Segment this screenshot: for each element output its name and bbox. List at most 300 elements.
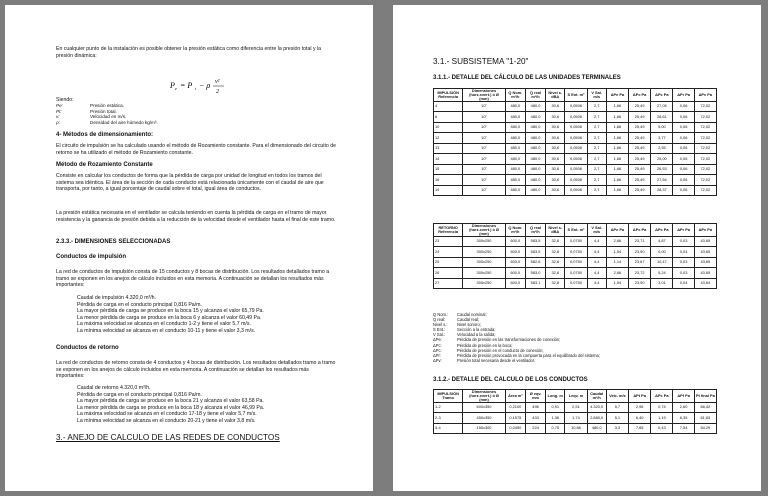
table-cell: 1,66 xyxy=(606,164,628,175)
table-cell: 1,19 xyxy=(651,413,673,424)
table-cell: 23,72 xyxy=(629,268,651,279)
definition-symbol: Pe: xyxy=(56,103,63,108)
table-cell: 27 xyxy=(434,278,463,289)
svg-text:v²: v² xyxy=(215,79,220,85)
table-cell: 0,0506 xyxy=(565,101,587,112)
table-cell: 600,0 xyxy=(505,278,525,289)
definition-description: Presión total. xyxy=(90,108,117,114)
column-header: ΔPr Pa xyxy=(673,224,694,237)
table-cell: 43,64 xyxy=(694,278,716,289)
column-header: RETORNO Referencia xyxy=(434,224,463,237)
impulsion-result-line: La mínima velocidad se alcanza en el conducto 10-11 y tiene el valor 3,3 m/s. xyxy=(77,327,256,334)
table-cell: 25,49 xyxy=(629,164,651,175)
table-cell: 30,6 xyxy=(546,133,565,144)
table-cell: 1,14 xyxy=(606,257,628,268)
table-cell: 0,04 xyxy=(673,247,694,258)
table-cell: 4,4 xyxy=(587,247,606,258)
table-cell: 496 xyxy=(525,402,545,413)
table-cell: 0,0506 xyxy=(565,122,587,133)
abbreviations-legend xyxy=(433,312,723,363)
table-header-row xyxy=(434,89,717,102)
table-header-row xyxy=(434,224,717,237)
table-cell: 600,0 xyxy=(505,257,525,268)
definitions-list xyxy=(56,103,256,125)
retorno-terminals-table xyxy=(433,223,717,289)
legend-key: Q real: xyxy=(433,317,446,323)
table-cell: 0,2100 xyxy=(505,402,525,413)
table-cell: 0,0506 xyxy=(565,164,587,175)
legend-value: Pérdida de presión provocada en la compuerta para el equilibrado del sistema; xyxy=(457,352,600,358)
legend-key: ΔPc: xyxy=(433,342,442,348)
table-row xyxy=(434,175,717,186)
table-cell: 2,7 xyxy=(587,164,606,175)
table-cell: 1,54 xyxy=(606,278,628,289)
svg-text:e: e xyxy=(175,86,177,91)
table-cell: 6 xyxy=(434,112,463,123)
impulsion-result-line: La mayor pérdida de carga se produce en la boca 15 y alcanza el valor 65,79 Pa. xyxy=(77,308,264,315)
legend-key: ΔPv: xyxy=(433,357,442,363)
table-cell: 300x250 xyxy=(463,247,505,258)
table-cell: 19 xyxy=(434,185,463,196)
table-cell: 26 xyxy=(434,268,463,279)
table-cell: 3-4 xyxy=(434,423,463,434)
table-cell: 2,7 xyxy=(587,101,606,112)
table-cell: 0,0750 xyxy=(565,257,587,268)
table-cell: 68,42 xyxy=(694,402,716,413)
table-cell: 480,0 xyxy=(505,112,525,123)
impulsion-result-line: Caudal de impulsión 4.320,0 m³/h. xyxy=(77,295,157,301)
table-row xyxy=(434,257,717,268)
table-cell: 480,0 xyxy=(525,143,545,154)
impulsion-terminals-table xyxy=(433,88,717,196)
table-cell: 0,0750 xyxy=(565,247,587,258)
column-header: Ø eqv. mm xyxy=(525,390,545,403)
table-cell: 1,66 xyxy=(606,112,628,123)
table-cell: 25,00 xyxy=(651,154,673,165)
table-cell: 0,03 xyxy=(673,257,694,268)
table-cell: 1,66 xyxy=(606,101,628,112)
table-row xyxy=(434,185,717,196)
table-cell: 10 xyxy=(434,122,463,133)
table-cell: 0,0450 xyxy=(505,423,525,434)
table-cell: 480,0 xyxy=(525,122,545,133)
definition-description: Presión estática. xyxy=(90,103,124,108)
table-cell: 7,65 xyxy=(629,423,651,434)
table-cell: 43,65 xyxy=(694,247,716,258)
definition-symbol: Pt: xyxy=(56,108,62,114)
legend-key: Nivel s.: xyxy=(433,322,448,328)
table-cell: 3,77 xyxy=(651,133,673,144)
table-cell: 30,6 xyxy=(546,101,565,112)
table-cell: 10" xyxy=(463,175,505,186)
legend-key: S Ent.: xyxy=(433,327,446,333)
table-cell: 1,36 xyxy=(546,413,565,424)
table-cell: 72,02 xyxy=(694,133,716,144)
table-cell: 2-3 xyxy=(434,413,463,424)
siendo-label: Siendo: xyxy=(56,97,74,103)
column-header: Dimensiones (horz.xvert.) ó Ø (mm) xyxy=(463,390,505,403)
table-cell: 30,6 xyxy=(546,185,565,196)
table-cell: 23,71 xyxy=(629,236,651,247)
table-cell: 0,75 xyxy=(546,423,565,434)
table-cell: 10" xyxy=(463,185,505,196)
impulsion-result-line: La menor pérdida de carga se produce en la boca 6 y alcanza el valor 60,49 Pa. xyxy=(77,314,262,321)
table-cell: 0,0506 xyxy=(565,175,587,186)
table-cell: 5,24 xyxy=(651,268,673,279)
table-cell: 7,54 xyxy=(673,423,694,434)
table-cell: 2,7 xyxy=(587,185,606,196)
svg-text:2: 2 xyxy=(216,89,219,95)
table-row xyxy=(434,154,717,165)
table-cell: 23,67 xyxy=(629,257,651,268)
static-pressure-paragraph: La presión estática necesaria en el ventilador se calcula teniendo en cuenta la pérdida de carga en el tramo de mayor resistencia y la ganancia de presión debida a la reducción de la velocidad desde el ventilador hasta el final de este tramo. xyxy=(56,210,336,223)
legend-value: Nivel sonoro; xyxy=(457,322,481,328)
legend-value: Presión total necesaria desde el ventilador. xyxy=(457,357,536,363)
methods-paragraph: El circuito de impulsión se ha calculado usando el método de Rozamiento constante. Para el dimensionado del circuito de retorno se ha utilizado el método de Rozamiento constante. xyxy=(56,143,337,156)
table-cell: 480,0 xyxy=(587,423,606,434)
column-header: IMPULSIÓN Referencia xyxy=(434,89,463,102)
table-cell: 480,0 xyxy=(505,122,525,133)
table-cell: 25 xyxy=(434,257,463,268)
retorno-paragraph: La red de conductos de retorno consta de 4 conductos y 4 bocas de distribución. Los resultados detallados tramo a tramo se exponen en los anejos de cálculo incluidos en esta memoria. A continuación se detallan los resultados más importantes: xyxy=(56,360,336,380)
table-cell: 0,06 xyxy=(673,185,694,196)
column-header: ΔPc Pa xyxy=(651,224,673,237)
heading-retorno: Conductos de retorno xyxy=(56,345,119,351)
table-cell: 30,6 xyxy=(546,164,565,175)
intro-paragraph: En cualquier punto de la instalación es posible obtener la presión estática como diferencia entre la presión total y la presión dinámica: xyxy=(56,46,322,59)
column-header: Velc. m/s xyxy=(606,390,628,403)
table-cell: 10,86 xyxy=(565,423,587,434)
table-cell: 480,0 xyxy=(505,133,525,144)
table-cell: 5,1 xyxy=(606,413,628,424)
column-header: ΔPc Pa xyxy=(629,224,651,237)
table-header-row xyxy=(434,390,717,403)
impulsion-result-line: Pérdida de carga en el conducto principal 0,816 Pa/m. xyxy=(77,301,202,308)
heading-conductos: 3.1.2.- DETALLE DEL CALCULO DE LOS CONDUCTOS xyxy=(433,377,588,383)
table-cell: 224 xyxy=(525,423,545,434)
table-cell: 72,02 xyxy=(694,143,716,154)
column-header: Pt final Pa xyxy=(694,390,716,403)
column-header: V Sal. m/s xyxy=(587,224,606,237)
table-row xyxy=(434,268,717,279)
table-cell: 30,6 xyxy=(546,175,565,186)
column-header: Q Nom. m³/h xyxy=(505,89,525,102)
table-cell: 2,55 xyxy=(651,143,673,154)
column-header: Q real m³/h xyxy=(525,89,545,102)
table-cell: 0,0506 xyxy=(565,112,587,123)
table-cell: 450x350 xyxy=(463,413,505,424)
column-header: Nivel s. dBA xyxy=(546,224,565,237)
legend-key: ΔPc: xyxy=(433,347,442,353)
table-cell: 433 xyxy=(525,413,545,424)
heading-dimensiones: 2.3.3.- DIMENSIONES SELECCIONADAS xyxy=(56,239,171,245)
svg-text:P: P xyxy=(170,81,175,90)
table-row xyxy=(434,236,717,247)
table-cell: 72,02 xyxy=(694,175,716,186)
conductos-table xyxy=(433,389,717,434)
table-row xyxy=(434,112,717,123)
table-cell: 25,49 xyxy=(629,133,651,144)
table-cell: 24 xyxy=(434,247,463,258)
table-cell: 2,51 xyxy=(565,402,587,413)
table-cell: 32,8 xyxy=(546,247,565,258)
legend-value: Pérdida de presión en las transformaciones de conexión; xyxy=(457,337,561,343)
table-row xyxy=(434,133,717,144)
table-cell: 0,00 xyxy=(651,247,673,258)
table-cell: 4.320,0 xyxy=(587,402,606,413)
column-header: ΔPv Pa xyxy=(694,224,716,237)
table-cell: 25,49 xyxy=(629,101,651,112)
table-cell: 26,61 xyxy=(651,112,673,123)
column-header: ΔPe Pa xyxy=(606,89,628,102)
table-cell: 480,0 xyxy=(505,101,525,112)
rozamiento-paragraph: Consiste en calcular los conductos de forma que la pérdida de carga por unidad de longitud en todos los tramos del sistema sea idéntica. El área de la sección de cada conducto está relacionada únicamente con el caudal de aire que transporta, por tanto, a igual porcentaje de caudal sobre el total, igual área de conductos. xyxy=(56,173,324,193)
table-cell: 0,06 xyxy=(673,133,694,144)
table-row xyxy=(434,278,717,289)
table-cell: 583,0 xyxy=(525,268,545,279)
table-cell: 1,66 xyxy=(606,175,628,186)
svg-text:− ρ: − ρ xyxy=(199,81,211,90)
retorno-result-line: La máxima velocidad se alcanza en el conducto 17-18 y tiene el valor 5,7 m/s. xyxy=(77,411,257,418)
table-cell: 300x250 xyxy=(463,278,505,289)
column-header: Área m² xyxy=(505,390,525,403)
legend-value: Caudal nominal; xyxy=(457,312,487,317)
impulsion-results xyxy=(77,295,337,335)
table-cell: 4 xyxy=(434,101,463,112)
column-header: Nivel s. dBA xyxy=(546,89,565,102)
column-header: ΔPc Pa xyxy=(651,89,673,102)
table-cell: 5,7 xyxy=(606,402,628,413)
table-cell: 32,8 xyxy=(546,257,565,268)
table-cell: 2,7 xyxy=(587,143,606,154)
table-cell: 72,02 xyxy=(694,101,716,112)
table-cell: 30,6 xyxy=(546,122,565,133)
table-cell: 72,02 xyxy=(694,164,716,175)
table-cell: 10" xyxy=(463,101,505,112)
table-cell: 2,7 xyxy=(587,112,606,123)
table-cell: 582,8 xyxy=(525,257,545,268)
table-cell: 2,96 xyxy=(629,402,651,413)
table-row xyxy=(434,164,717,175)
table-cell: 0,06 xyxy=(673,101,694,112)
table-cell: 0,0506 xyxy=(565,133,587,144)
column-header: S Ent. m² xyxy=(565,89,587,102)
heading-impulsion: Conductos de impulsión xyxy=(56,254,126,260)
table-row xyxy=(434,101,717,112)
table-cell: 32,8 xyxy=(546,268,565,279)
legend-key: ΔPr: xyxy=(433,352,441,358)
column-header: V Sal. m/s xyxy=(587,89,606,102)
table-cell: 480,0 xyxy=(505,175,525,186)
table-cell: 0,06 xyxy=(673,175,694,186)
table-cell: 0,0750 xyxy=(565,236,587,247)
document-page-left xyxy=(5,5,373,491)
definition-description: Velocidad en m/s. xyxy=(90,114,127,120)
table-cell: 28,37 xyxy=(651,185,673,196)
table-cell: 480,0 xyxy=(505,154,525,165)
table-cell: 61,83 xyxy=(694,413,716,424)
table-cell: 0,06 xyxy=(673,122,694,133)
table-cell: 5,00 xyxy=(651,122,673,133)
table-cell: 0,03 xyxy=(673,236,694,247)
column-header: Long. m xyxy=(546,390,565,403)
table-cell: 27,54 xyxy=(651,175,673,186)
table-cell: 10" xyxy=(463,154,505,165)
table-cell: 0,06 xyxy=(673,112,694,123)
heading-subsistema: 3.1.- SUBSISTEMA "1-20" xyxy=(433,57,529,66)
table-cell: 13 xyxy=(434,143,463,154)
table-cell: 0,06 xyxy=(673,164,694,175)
table-cell: 43,65 xyxy=(694,257,716,268)
table-cell: 4,4 xyxy=(587,268,606,279)
table-row xyxy=(434,122,717,133)
table-cell: 23,90 xyxy=(629,278,651,289)
table-cell: 25,49 xyxy=(629,122,651,133)
table-cell: 300x250 xyxy=(463,257,505,268)
column-header: Leqv. m xyxy=(565,390,587,403)
table-cell: 480,0 xyxy=(525,133,545,144)
table-cell: 23,90 xyxy=(629,247,651,258)
column-header: ΔPe Pa xyxy=(606,224,628,237)
table-cell: 6,35 xyxy=(673,413,694,424)
table-cell: 583,5 xyxy=(525,236,545,247)
table-cell: 2,66 xyxy=(606,268,628,279)
table-cell: 2,7 xyxy=(587,154,606,165)
table-cell: 600,0 xyxy=(505,247,525,258)
table-cell: 300x250 xyxy=(463,236,505,247)
impulsion-paragraph: La red de conductos de impulsión consta de 15 conductos y 8 bocas de distribución. Los resultados detallados tramo a tramo se exponen en los anejos de cálculo incluidos en esta memoria. A continuación se detallan los resultados más importantes: xyxy=(56,269,330,289)
table-cell: 0,91 xyxy=(546,402,565,413)
table-cell: 72,02 xyxy=(694,154,716,165)
column-header: Q Nom. m³/h xyxy=(505,224,525,237)
table-cell: 600,0 xyxy=(505,268,525,279)
table-cell: 72,02 xyxy=(694,122,716,133)
retorno-result-line: Pérdida de carga en el conducto principal 0,816 Pa/m. xyxy=(77,391,202,398)
legend-row xyxy=(433,358,723,363)
definition-symbol: v: xyxy=(56,114,60,120)
table-cell: 27,05 xyxy=(651,101,673,112)
table-cell: 480,0 xyxy=(525,175,545,186)
table-cell: 10" xyxy=(463,143,505,154)
legend-value: Pérdida de presión en la boca; xyxy=(457,342,513,348)
table-cell: 10" xyxy=(463,122,505,133)
table-cell: 72,02 xyxy=(694,112,716,123)
column-header: ΔPc Pa xyxy=(629,89,651,102)
table-cell: 0,0750 xyxy=(565,268,587,279)
column-header: ΔPv Pa xyxy=(694,89,716,102)
table-cell: 480,0 xyxy=(505,143,525,154)
table-cell: 25,49 xyxy=(629,143,651,154)
legend-value: Caudal real; xyxy=(457,317,480,323)
table-cell: 0,03 xyxy=(673,268,694,279)
table-cell: 2,60 xyxy=(673,402,694,413)
table-cell: 480,0 xyxy=(505,185,525,196)
heading-anejo: 3.- ANEJO DE CALCULO DE LAS REDES DE CONDUCTOS xyxy=(56,433,280,442)
table-cell: 16 xyxy=(434,175,463,186)
column-header: ΔPr Pa xyxy=(673,89,694,102)
table-cell: 43,65 xyxy=(694,268,716,279)
table-cell: 2,7 xyxy=(587,122,606,133)
table-cell: 2,7 xyxy=(587,175,606,186)
table-cell: 4,4 xyxy=(587,257,606,268)
table-cell: 1,74 xyxy=(565,413,587,424)
table-cell: 600,0 xyxy=(505,236,525,247)
table-cell: 0,04 xyxy=(673,278,694,289)
table-cell: 1,66 xyxy=(606,154,628,165)
table-cell: 72,02 xyxy=(694,185,716,196)
column-header: Caudal m³/h xyxy=(587,390,606,403)
column-header: ΔPc Pa xyxy=(651,390,673,403)
table-cell: 0,06 xyxy=(673,143,694,154)
table-cell: 1,54 xyxy=(606,247,628,258)
document-page-right xyxy=(393,5,761,491)
table-cell: 583,5 xyxy=(525,247,545,258)
impulsion-result-line: La máxima velocidad se alcanza en el conducto 1-2 y tiene el valor 5,7 m/s. xyxy=(77,321,251,328)
column-header: ΔPt Pa xyxy=(629,390,651,403)
definition-row xyxy=(56,120,256,126)
table-cell: 480,0 xyxy=(525,154,545,165)
definition-symbol: ρ: xyxy=(56,119,60,125)
table-cell: 583,1 xyxy=(525,278,545,289)
column-header: Dimensiones (horz.xvert.) ó Ø (mm) xyxy=(463,89,505,102)
table-cell: 10,47 xyxy=(651,257,673,268)
column-header: Q real m³/h xyxy=(525,224,545,237)
table-cell: 300x250 xyxy=(463,268,505,279)
legend-key: ΔPe: xyxy=(433,337,442,343)
table-cell: 1-2 xyxy=(434,402,463,413)
table-cell: 3,3 xyxy=(606,423,628,434)
retorno-result-line: La menor pérdida de carga se produce en la boca 18 y alcanza el valor 46,99 Pa. xyxy=(77,404,265,411)
table-cell: 6,40 xyxy=(629,413,651,424)
table-cell: 150x300 xyxy=(463,423,505,434)
heading-rozamiento: Método de Rozamiento Constante xyxy=(56,162,153,168)
table-cell: 2,7 xyxy=(587,133,606,144)
static-pressure-formula xyxy=(168,75,238,97)
table-row xyxy=(434,143,717,154)
table-cell: 32,8 xyxy=(546,278,565,289)
svg-text:= P: = P xyxy=(180,81,193,90)
table-cell: 30,6 xyxy=(546,143,565,154)
table-row xyxy=(434,423,717,434)
legend-value: Pérdida de presión en el conducto de conexión; xyxy=(457,347,544,353)
retorno-result-line: La mínima velocidad se alcanza en el conducto 20-21 y tiene el valor 3,8 m/s. xyxy=(77,417,256,424)
table-row xyxy=(434,402,717,413)
table-cell: 2,66 xyxy=(606,236,628,247)
table-cell: 2.880,0 xyxy=(587,413,606,424)
column-header: S Ent. m² xyxy=(565,224,587,237)
table-cell: 12 xyxy=(434,133,463,144)
table-cell: 0,0750 xyxy=(565,278,587,289)
retorno-result-line: La mayor pérdida de carga se produce en la boca 21 y alcanza el valor 63,58 Pa. xyxy=(77,398,264,405)
column-header: Dimensiones (horz.xvert.) ó Ø (mm) xyxy=(463,224,505,237)
table-cell: 0,0506 xyxy=(565,154,587,165)
table-cell: 1,66 xyxy=(606,133,628,144)
table-cell: 4,4 xyxy=(587,236,606,247)
table-cell: 30,6 xyxy=(546,154,565,165)
table-cell: 25,49 xyxy=(629,175,651,186)
legend-key: Q Nom.: xyxy=(433,312,449,317)
retorno-results xyxy=(77,385,337,425)
column-header: IMPULSIÓN Tramo xyxy=(434,390,463,403)
legend-key: V Sal.: xyxy=(433,332,446,338)
definition-description: Densidad del aire húmedo kg/m³. xyxy=(90,119,158,125)
table-cell: 10" xyxy=(463,133,505,144)
heading-terminales: 3.1.1.- DETALLE DEL CÁLCULO DE LAS UNIDADES TERMINALES xyxy=(433,75,621,81)
heading-methods: 4- Métodos de dimensionamiento: xyxy=(56,132,154,138)
table-row xyxy=(434,413,717,424)
table-cell: 480,0 xyxy=(525,112,545,123)
table-cell: 480,0 xyxy=(505,164,525,175)
